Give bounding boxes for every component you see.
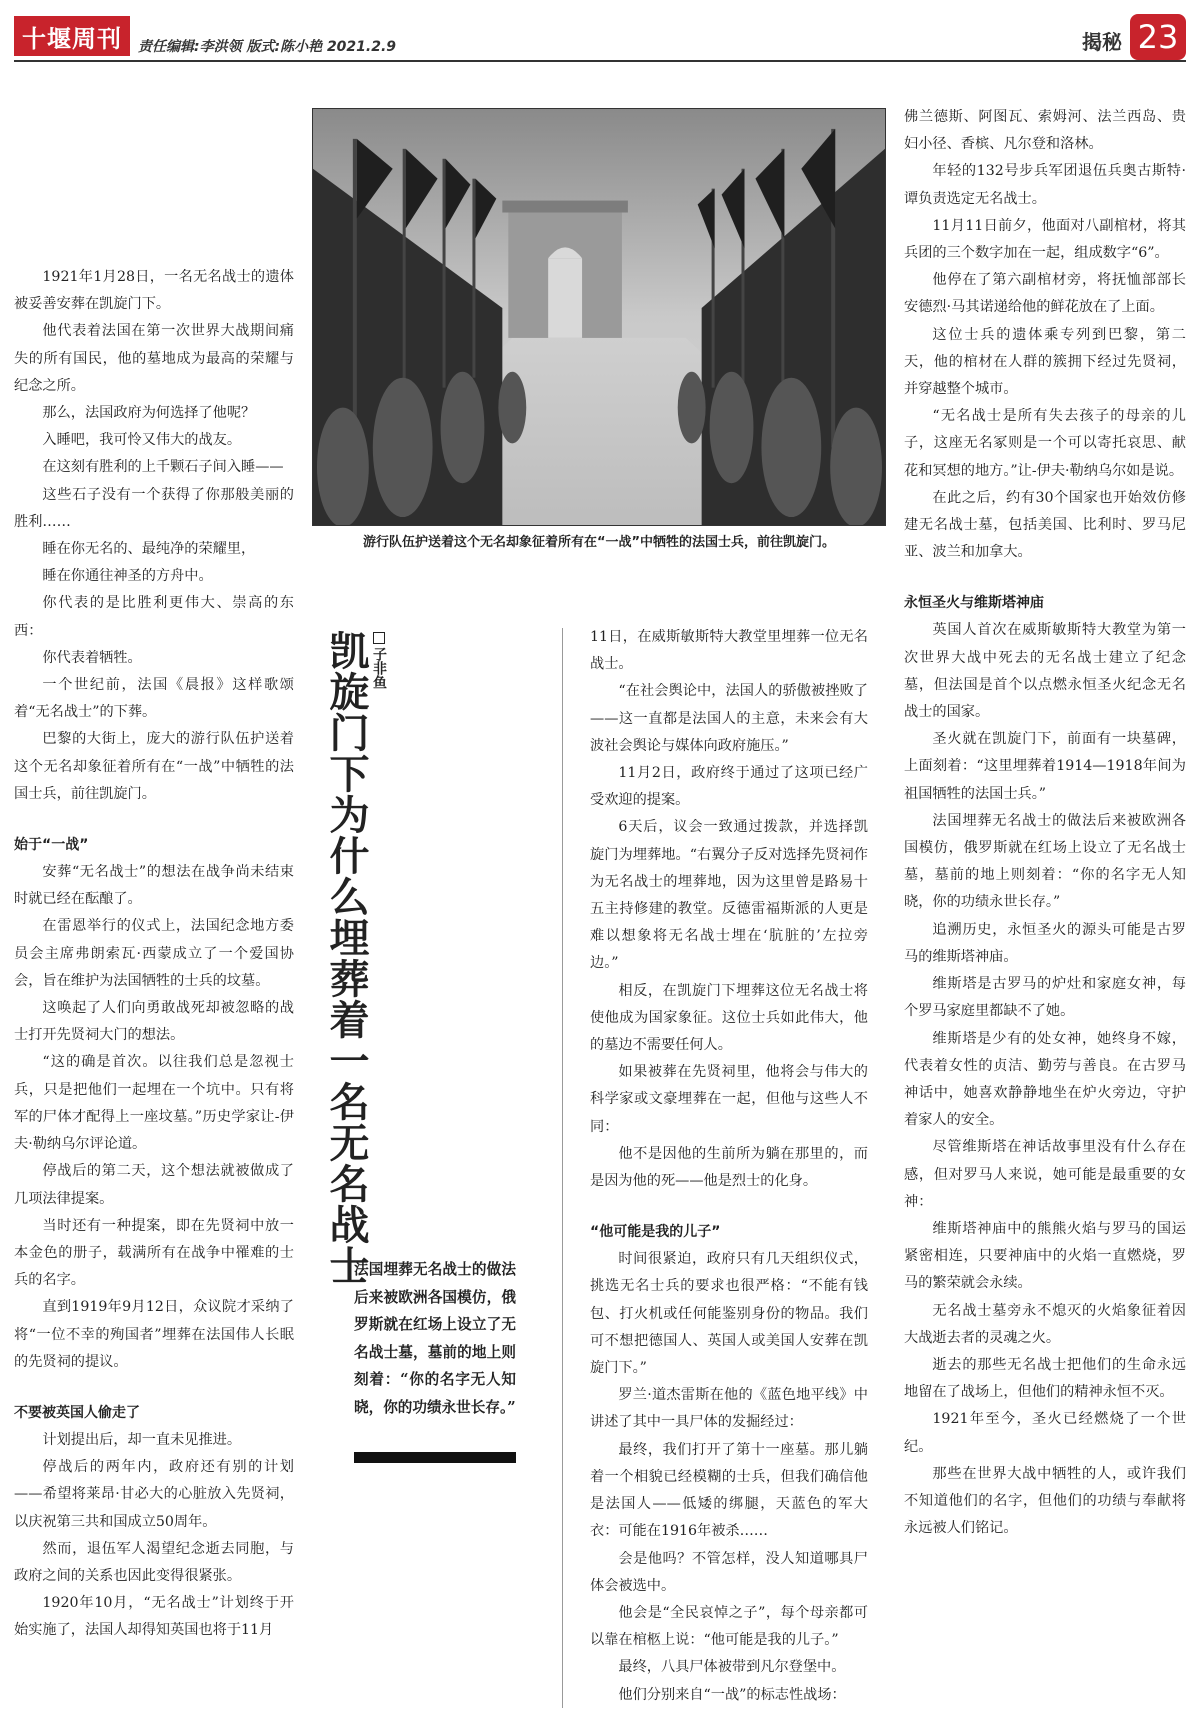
paragraph: 他会是“全民哀悼之子”，每个母亲都可以靠在棺柩上说：“他可能是我的儿子。”: [590, 1604, 868, 1649]
paragraph: 逝去的那些无名战士把他们的生命永远地留在了战场上，但他们的精神永恒不灭。: [904, 1356, 1186, 1401]
article-author: [370, 632, 388, 689]
paragraph: 6天后，议会一致通过拨款，并选择凯旋门为埋葬地。“右翼分子反对选择先贤祠作为无名战士的埋葬地，因为这里曾是路易十五主持修建的教堂。反德雷福斯派的人更是难以想象将无名战士埋在‘肮脏的’左拉旁边。”: [590, 819, 868, 972]
paragraph: 英国人首次在威斯敏斯特大教堂为第一次世界大战中死去的无名战士建立了纪念墓，但法国是首个以点燃永恒圣火纪念无名战士的国家。: [904, 622, 1186, 721]
parade-photo: [312, 108, 886, 526]
paragraph: 1920年10月，“无名战士”计划终于开始实施了，法国人却得知英国也将于11月: [14, 1595, 294, 1639]
article-title: 凯旋门下为什么埋葬着一名无名战士: [323, 630, 369, 1286]
paragraph: 维斯塔是古罗马的炉灶和家庭女神，每个罗马家庭里都缺不了她。: [904, 976, 1186, 1020]
header-rule: [14, 60, 1186, 62]
paragraph: 11月2日，政府终于通过了这项已经广受欢迎的提案。: [590, 765, 868, 809]
poem-line: 入睡吧，我可怜又伟大的战友。: [42, 432, 242, 449]
masthead-logo: [14, 16, 130, 56]
paragraph: 1921年1月28日，一名无名战士的遗体被妥善安葬在凯旋门下。: [14, 269, 294, 313]
paragraph: 维斯塔神庙中的熊熊火焰与罗马的国运紧密相连，只要神庙中的火焰一直燃烧，罗马的繁荣就会永续。: [904, 1220, 1186, 1292]
masthead-text: 十堰周刊: [22, 23, 122, 53]
article-column-3: [590, 624, 868, 1709]
paragraph: 安葬“无名战士”的想法在战争尚未结束时就已经在酝酿了。: [14, 864, 294, 908]
paragraph: 佛兰德斯、阿图瓦、索姆河、法兰西岛、贵妇小径、香槟、凡尔登和洛林。: [904, 109, 1186, 153]
author-name: 子非鱼: [371, 647, 387, 689]
paragraph: 那些在世界大战中牺牲的人，或许我们不知道他们的名字，但他们的功绩与奉献将永远被人们铭记。: [904, 1465, 1186, 1537]
paragraph: 然而，退伍军人渴望纪念逝去同胞，与政府之间的关系也因此变得很紧张。: [14, 1540, 294, 1584]
poem-line: 这些石子没有一个获得了你那般美丽的胜利……: [14, 486, 294, 530]
paragraph: “无名战士是所有失去孩子的母亲的儿子，这座无名冢则是一个可以寄托哀思、献花和冥想的地方。”让-伊夫·勒纳乌尔如是说。: [904, 408, 1186, 479]
paragraph: 直到1919年9月12日，众议院才采纳了将“一位不幸的殉国者”埋葬在法国伟人长眠的先贤祠的提议。: [14, 1299, 294, 1370]
pull-quote-bar: [354, 1452, 516, 1463]
paragraph: 罗兰·道杰雷斯在他的《蓝色地平线》中讲述了其中一具尸体的发掘经过：: [590, 1387, 868, 1431]
photo-caption: 游行队伍护送着这个无名却象征着所有在“一战”中牺牲的法国士兵，前往凯旋门。: [362, 535, 836, 550]
poem-line: 睡在你通往神圣的方舟中。: [42, 568, 213, 585]
paragraph: 年轻的132号步兵军团退伍兵奥古斯特·谭负责选定无名战士。: [904, 163, 1186, 207]
paragraph: 在此之后，约有30个国家也开始效仿修建无名战士墓，包括美国、比利时、罗马尼亚、波兰和加拿大。: [904, 489, 1186, 561]
paragraph: 时间很紧迫，政府只有几天组织仪式，挑选无名士兵的要求也很严格：“不能有钱包、打火机或任何能鉴别身份的物品。我们可不想把德国人、英国人或美国人安葬在凯旋门下。”: [590, 1251, 868, 1377]
paragraph: 如果被葬在先贤祠里，他将会与伟大的科学家或文豪埋葬在一起，但他与这些人不同：: [590, 1064, 868, 1135]
paragraph: “在社会舆论中，法国人的骄傲被挫败了——这一直都是法国人的主意，未来会有大波社会舆论与媒体向政府施压。”: [590, 683, 868, 754]
paragraph: 圣火就在凯旋门下，前面有一块墓碑，上面刻着：“这里埋葬着1914—1918年间为祖国牺牲的法国士兵。”: [904, 731, 1186, 802]
paragraph: 尽管维斯塔在神话故事里没有什么存在感，但对罗马人来说，她可能是最重要的女神：: [904, 1139, 1186, 1210]
paragraph: 最终，我们打开了第十一座墓。那儿躺着一个相貌已经模糊的士兵，但我们确信他是法国人——低矮的绑腿，天蓝色的军大衣：可能在1916年被杀……: [590, 1441, 868, 1540]
paragraph: 他们分别来自“一战”的标志性战场：: [618, 1686, 846, 1703]
article-column-1: [14, 264, 294, 1645]
paragraph: 法国埋葬无名战士的做法后来被欧洲各国模仿，俄罗斯就在红场上设立了无名战士墓，墓前的地上则刻着：“你的名字无人知晓，你的功绩永世长存。”: [904, 812, 1186, 911]
paragraph: “这的确是首次。以往我们总是忽视士兵，只是把他们一起埋在一个坑中。只有将军的尸体才配得上一座坟墓。”历史学家让-伊夫·勒纳乌尔评论道。: [14, 1054, 294, 1153]
paragraph: 他不是因他的生前所为躺在那里的，而是因为他的死——他是烈士的化身。: [590, 1145, 868, 1190]
paragraph: 停战后的第二天，这个想法就被做成了几项法律提案。: [14, 1163, 294, 1207]
paragraph: 维斯塔是少有的处女神，她终身不嫁，代表着女性的贞洁、勤劳与善良。在古罗马神话中，她喜欢静静地坐在炉火旁边，守护着家人的安全。: [904, 1030, 1186, 1129]
paragraph: 11月11日前夕，他面对八副棺材，将其兵团的三个数字加在一起，组成数字“6”。: [904, 217, 1186, 262]
poem-line: 在这刻有胜利的上千颗石子间入睡——: [42, 459, 284, 476]
poem-line: 你代表的是比胜利更伟大、崇高的东西：: [14, 595, 294, 639]
paragraph: 在雷恩举行的仪式上，法国纪念地方委员会主席弗朗索瓦·西蒙成立了一个爱国协会，旨在维护为法国牺牲的士兵的坟墓。: [14, 918, 294, 989]
column-divider: [562, 628, 563, 1708]
paragraph: 1921年至今，圣火已经燃烧了一个世纪。: [904, 1411, 1186, 1455]
paragraph: 当时还有一种提案，即在先贤祠中放一本金色的册子，载满所有在战争中罹难的士兵的名字。: [14, 1217, 294, 1289]
subheading: “他可能是我的儿子”: [590, 1224, 721, 1241]
subheading: 始于“一战”: [14, 837, 89, 854]
subheading: 不要被英国人偷走了: [14, 1404, 140, 1421]
paragraph: 相反，在凯旋门下埋葬这位无名战士将使他成为国家象征。这位士兵如此伟大，他的墓边不需要任何人。: [590, 982, 868, 1054]
paragraph: 会是他吗？不管怎样，没人知道哪具尸体会被选中。: [590, 1550, 868, 1594]
paragraph: 11日，在威斯敏斯特大教堂里埋葬一位无名战士。: [590, 629, 868, 673]
paragraph: 他停在了第六副棺材旁，将抚恤部部长安德烈·马其诺递给他的鲜花放在了上面。: [904, 272, 1186, 316]
paragraph: 这唤起了人们向勇敢战死却被忽略的战士打开先贤祠大门的想法。: [14, 1000, 294, 1044]
poem-line: 睡在你无名的、最纯净的荣耀里，: [42, 541, 256, 558]
paragraph: 那么，法国政府为何选择了他呢？: [42, 405, 256, 422]
subheading: 永恒圣火与维斯塔神庙: [904, 595, 1044, 612]
paragraph: 无名战士墓旁永不熄灭的火焰象征着因大战逝去者的灵魂之火。: [904, 1302, 1186, 1346]
paragraph: 停战后的两年内，政府还有别的计划——希望将莱昂·甘必大的心脏放入先贤祠，以庆祝第三共和国成立50周年。: [14, 1459, 294, 1530]
page-header: [14, 14, 1186, 60]
paragraph: 这位士兵的遗体乘专列到巴黎，第二天，他的棺材在人群的簇拥下经过先贤祠，并穿越整个城市。: [904, 326, 1186, 398]
paragraph: 计划提出后，却一直未见推进。: [42, 1431, 242, 1448]
paragraph: 追溯历史，永恒圣火的源头可能是古罗马的维斯塔神庙。: [904, 921, 1186, 965]
editor-credits: 责任编辑:李洪领 版式:陈小艳 2021.2.9: [138, 39, 397, 55]
paragraph: 他代表着法国在第一次世界大战期间痛失的所有国民，他的墓地成为最高的荣耀与纪念之所。: [14, 323, 294, 394]
section-label: 揭秘: [1082, 30, 1122, 54]
author-box-icon: [373, 632, 385, 644]
parade-photo-illustration: [313, 109, 885, 525]
poem-line: 你代表着牺牲。: [42, 649, 142, 666]
paragraph: 巴黎的大街上，庞大的游行队伍护送着这个无名却象征着所有在“一战”中牺牲的法国士兵，前往凯旋门。: [14, 731, 294, 802]
pull-quote: 法国埋葬无名战士的做法后来被欧洲各国模仿，俄罗斯就在红场上设立了无名战士墓，墓前的地上则刻着：“你的名字无人知晓，你的功绩永世长存。”: [354, 1261, 516, 1416]
paragraph: 一个世纪前，法国《晨报》这样歌颂着“无名战士”的下葬。: [14, 677, 294, 721]
article-column-4: [904, 104, 1186, 1542]
page-number: 23: [1130, 14, 1186, 60]
paragraph: 最终，八具尸体被带到凡尔登堡中。: [618, 1659, 846, 1676]
